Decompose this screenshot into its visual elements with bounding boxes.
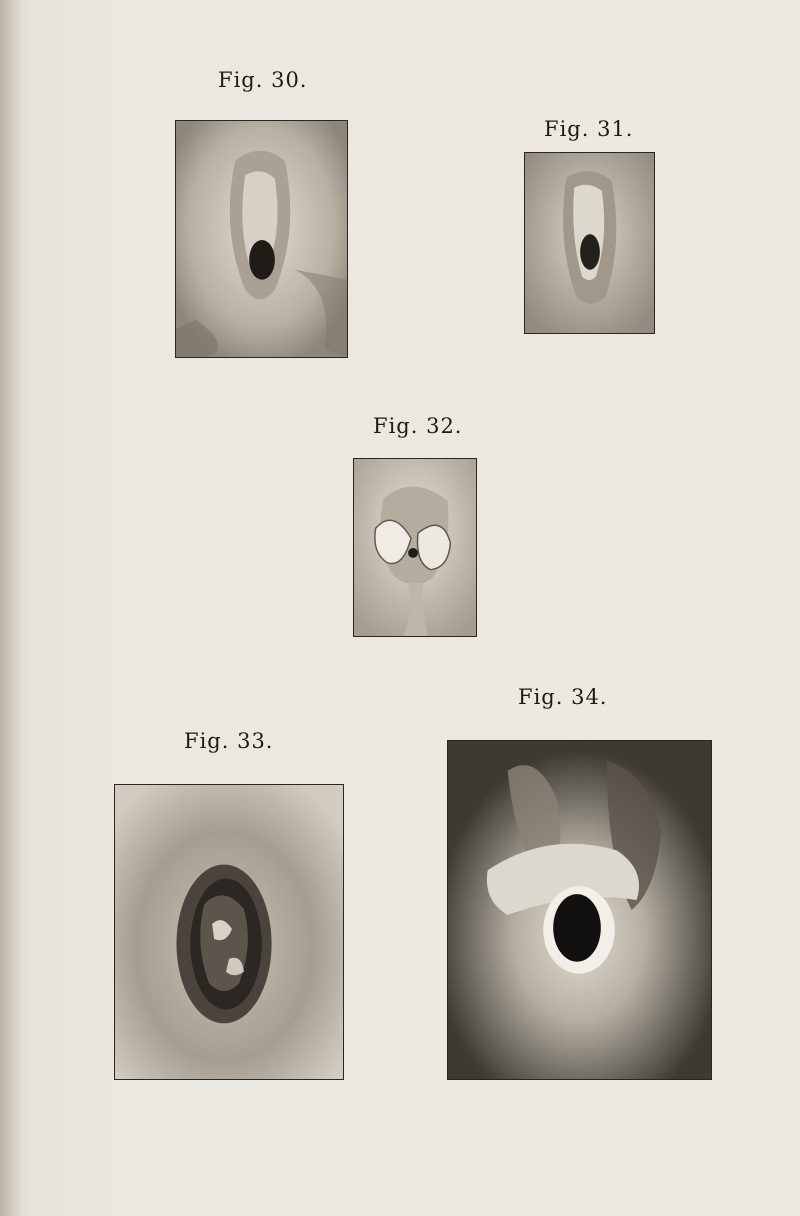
figure-31-caption: Fig. 31. [544, 117, 634, 141]
figure-30-image [175, 120, 348, 358]
figure-34-caption: Fig. 34. [518, 685, 608, 709]
page-binding-edge [0, 0, 22, 1216]
figure-33-caption: Fig. 33. [184, 729, 274, 753]
figure-33-image [114, 784, 344, 1080]
figure-32-image [353, 458, 477, 637]
figure-31-image [524, 152, 655, 334]
figure-32-caption: Fig. 32. [373, 414, 463, 438]
figure-30-caption: Fig. 30. [218, 68, 308, 92]
figure-34-image [447, 740, 712, 1080]
